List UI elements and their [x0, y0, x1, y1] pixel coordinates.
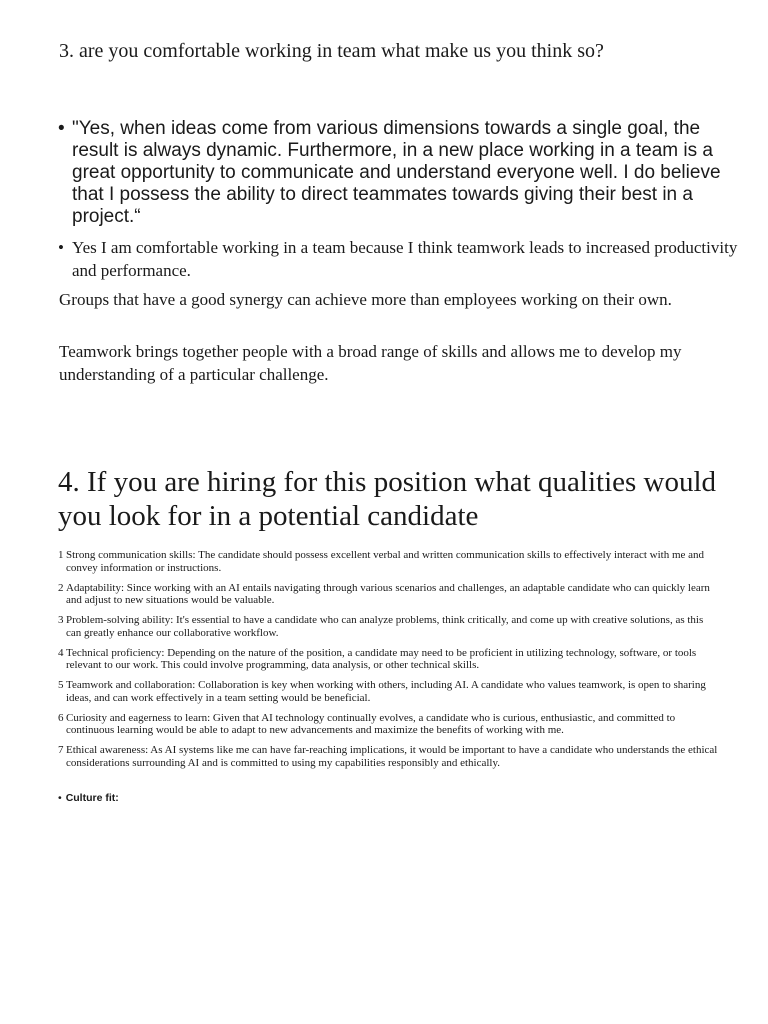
qualities-list: [58, 549, 718, 777]
paragraph-teamwork: Teamwork brings together people with a broad range of skills and allows me to develop my understanding of a particular challenge.: [59, 342, 682, 384]
list-item: [58, 744, 718, 769]
item-number: 7: [58, 744, 64, 756]
question-4-heading: 4. If you are hiring for this position what qualities would you look for in a potential candidate: [58, 466, 717, 532]
item-number: 2: [58, 581, 64, 594]
culture-fit-item: [58, 792, 119, 804]
item-text: Strong communication skills: The candidate should possess excellent verbal and written communication skills to effectively interact with me and convey information or instructions.: [66, 549, 705, 574]
list-item: [58, 647, 718, 672]
answer-quote-text: "Yes, when ideas come from various dimensions towards a single goal, the result is always dynamic. Furthermore, in a new place working in a team is a great opportunity to communicate and understand everyone well. I do believe that I possess the ability to direct teammates towards giving their best in a project.“: [72, 118, 721, 227]
list-item: [58, 582, 718, 607]
item-number: 4: [58, 646, 64, 659]
paragraph-synergy: Groups that have a good synergy can achieve more than employees working on their own.: [59, 290, 672, 309]
item-text: Curiosity and eagerness to learn: Given that AI technology continually evolves, a candidate who is curious, enthusiastic, and committed to continuous learning would be able to adapt to new advancements and maximize the benefits of working with me.: [66, 711, 676, 736]
bullet-marker: •: [58, 792, 62, 804]
answer-bullet-plain: [58, 236, 748, 282]
item-text: Adaptability: Since working with an AI entails navigating through various scenarios and challenges, an adaptable candidate who can quickly learn and adjust to new situations would be valuable.: [66, 581, 710, 606]
bullet-marker: •: [58, 118, 65, 139]
list-item: [58, 679, 718, 704]
list-item: [58, 614, 718, 639]
culture-fit-label: Culture fit:: [65, 792, 119, 804]
item-text: Teamwork and collaboration: Collaboration is key when working with others, including AI. A candidate who values teamwork, is open to sharing ideas, and can work effectively in a team setting would be beneficial.: [66, 679, 706, 704]
item-text: Technical proficiency: Depending on the nature of the position, a candidate may need to be proficient in utilizing technology, software, or tools relevant to our work. This could involve programming, data analysis, or other technical skills.: [66, 646, 697, 671]
item-number: 3: [58, 614, 64, 626]
bullet-marker: •: [58, 238, 64, 257]
question-3-heading: 3. are you comfortable working in team what make us you think so?: [59, 40, 604, 62]
list-item: [58, 712, 718, 737]
answer-bullet-quote: [58, 118, 748, 228]
item-number: 6: [58, 711, 64, 724]
item-number: 1: [58, 549, 64, 561]
item-text: Ethical awareness: As AI systems like me can have far-reaching implications, it would be important to have a candidate who understands the ethical considerations surrounding AI and is committed to using my capabilities responsibly and ethically.: [66, 744, 718, 769]
item-number: 5: [58, 679, 64, 691]
answer-plain-text: Yes I am comfortable working in a team because I think teamwork leads to increased productivity and performance.: [72, 238, 738, 280]
item-text: Problem-solving ability: It's essential to have a candidate who can analyze problems, think critically, and come up with creative solutions, as this can greatly enhance our collaborative workflow.: [66, 614, 704, 639]
list-item: [58, 549, 718, 574]
